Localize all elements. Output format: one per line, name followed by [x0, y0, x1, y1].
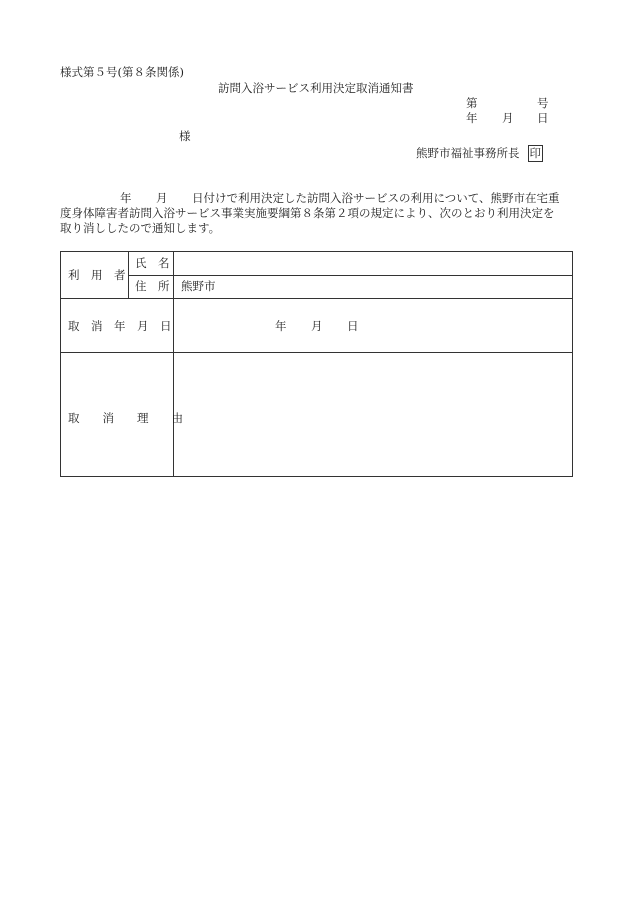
body-line1-month: 月	[156, 191, 168, 205]
recipient-suffix: 様	[179, 129, 191, 143]
cancel-date-day: 日	[347, 319, 359, 333]
reason-label: 取 消 理 由	[68, 411, 183, 425]
cancel-date-year: 年	[275, 319, 287, 333]
address-label: 住 所	[135, 279, 170, 293]
cancel-date-month: 月	[311, 319, 323, 333]
row-divider-date-reason	[61, 352, 573, 353]
date-year: 年	[466, 111, 478, 125]
col-divider-user	[128, 252, 129, 298]
row-divider-name-address	[128, 275, 573, 276]
document-title: 訪問入浴サービス利用決定取消通知書	[218, 81, 414, 95]
user-label: 利 用 者	[68, 268, 126, 282]
body-line1-year: 年	[120, 191, 132, 205]
info-table	[60, 251, 573, 477]
col-divider-label	[173, 252, 174, 476]
issuer-name: 熊野市福祉事務所長	[416, 146, 520, 160]
number-go: 号	[537, 96, 549, 110]
body-line1-rest: 日付けで利用決定した訪問入浴サービスの利用について、熊野市在宅重	[192, 191, 560, 205]
body-line3: 取り消ししたので通知します。	[60, 221, 221, 235]
date-month: 月	[502, 111, 514, 125]
issuer	[416, 145, 543, 162]
address-field[interactable]: 熊野市	[181, 279, 216, 293]
row-divider-user-date	[61, 298, 573, 299]
form-number: 様式第５号(第８条関係)	[60, 65, 184, 79]
body-line2: 度身体障害者訪問入浴サービス事業実施要綱第８条第２項の規定により、次のとおり利用決定を	[60, 206, 555, 220]
name-label: 氏 名	[135, 256, 170, 270]
cancel-date-label: 取 消 年 月 日	[68, 319, 172, 333]
seal-box: 印	[529, 146, 541, 160]
date-day: 日	[537, 111, 549, 125]
number-dai: 第	[466, 96, 478, 110]
